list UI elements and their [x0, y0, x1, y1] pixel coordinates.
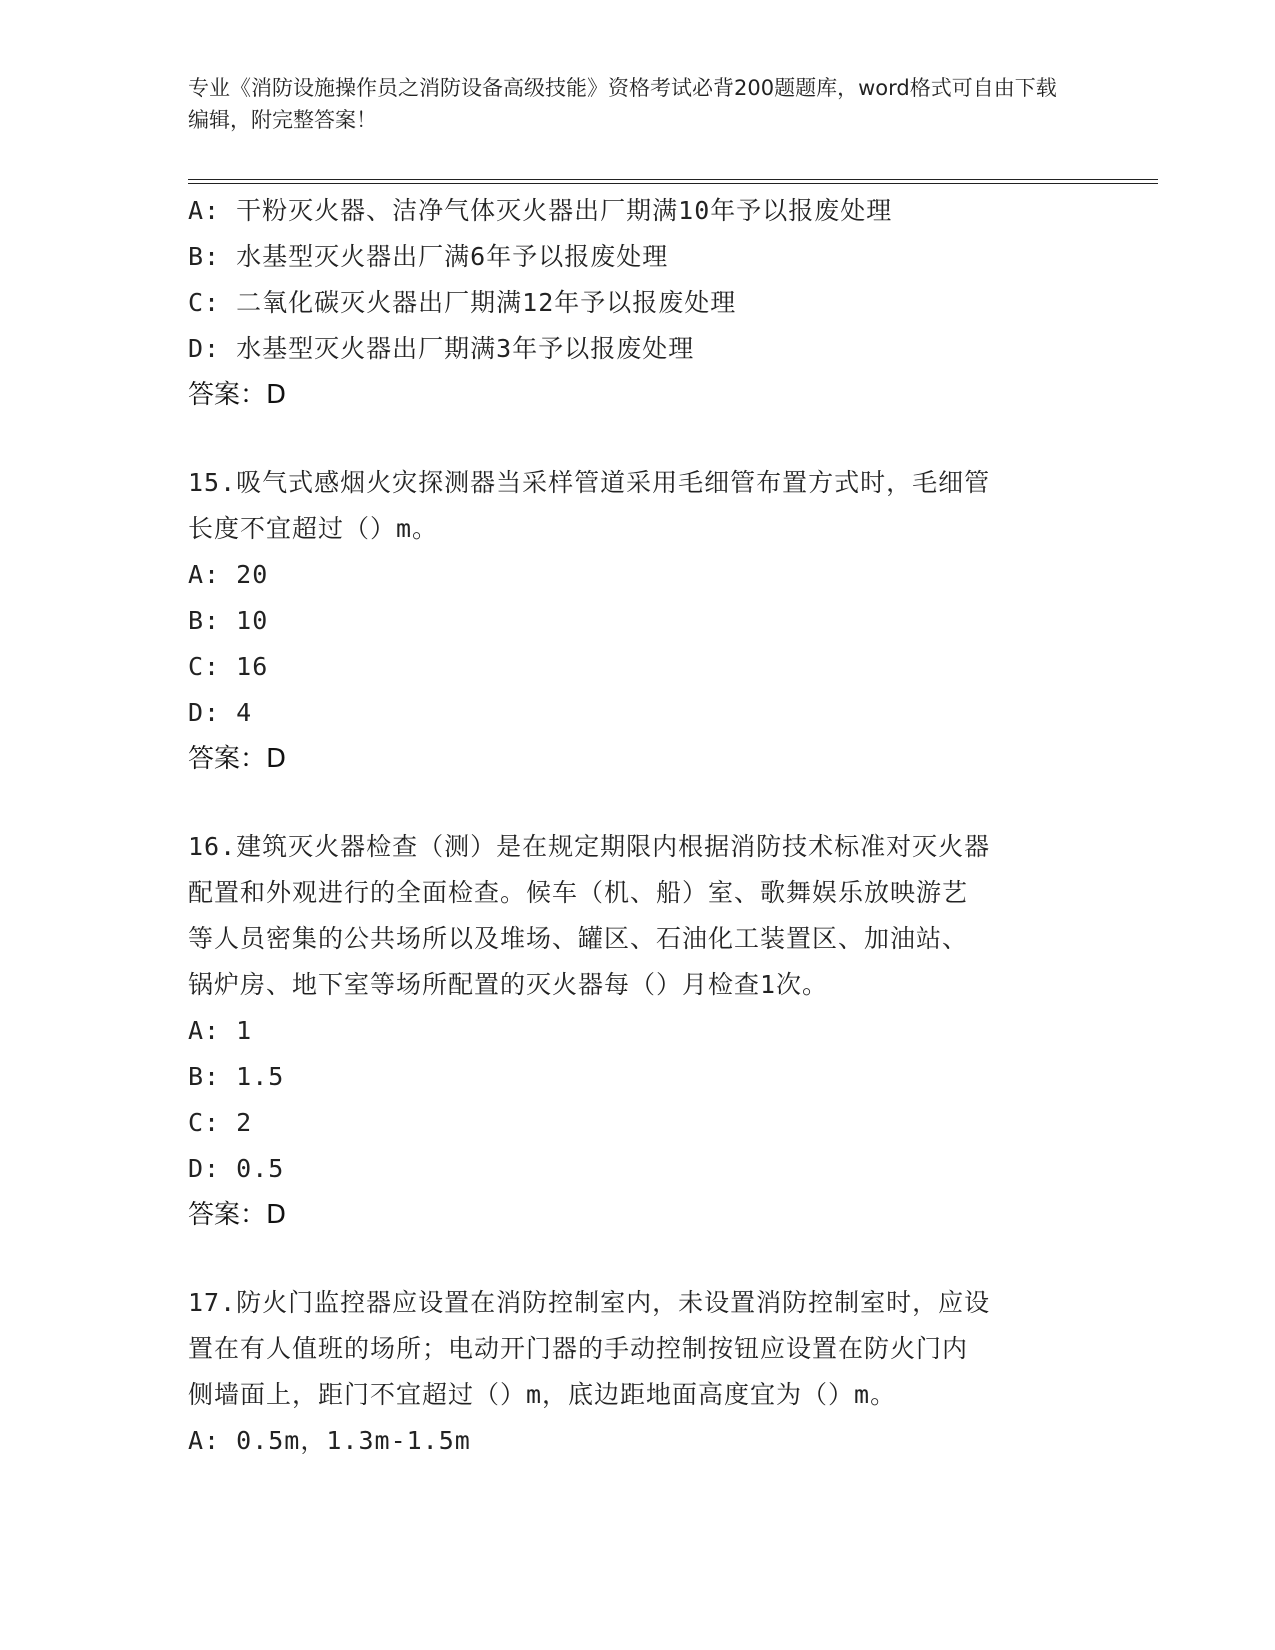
header-divider-bottom — [188, 183, 1158, 184]
question-15 — [188, 460, 1078, 782]
question-16 — [188, 824, 1078, 1238]
spacer — [188, 418, 1078, 460]
option-b: B: 1.5 — [188, 1062, 285, 1091]
question-stem-line: 17.防火门监控器应设置在消防控制室内，未设置消防控制室时，应设 — [188, 1288, 991, 1317]
answer-line: 答案：D — [188, 380, 287, 410]
option-a: A: 1 — [188, 1016, 253, 1045]
question-list — [188, 188, 1078, 1464]
option-a: A: 20 — [188, 560, 269, 589]
question-stem-line: 16.建筑灭火器检查（测）是在规定期限内根据消防技术标准对灭火器 — [188, 832, 991, 861]
question-stem-line: 15.吸气式感烟火灾探测器当采样管道采用毛细管布置方式时，毛细管 — [188, 468, 991, 497]
option-c: C: 二氧化碳灭火器出厂期满12年予以报废处理 — [188, 288, 737, 317]
answer-line: 答案：D — [188, 1200, 287, 1230]
question-stem-line: 长度不宜超过（）m。 — [188, 514, 439, 543]
question-stem-line: 侧墙面上，距门不宜超过（）m，底边距地面高度宜为（）m。 — [188, 1380, 897, 1409]
question-14 — [188, 188, 1078, 418]
option-b: B: 水基型灭火器出厂满6年予以报废处理 — [188, 242, 669, 271]
spacer — [188, 1238, 1078, 1280]
option-a: A: 干粉灭火器、洁净气体灭火器出厂期满10年予以报废处理 — [188, 196, 893, 225]
option-b: B: 10 — [188, 606, 269, 635]
question-stem-line: 等人员密集的公共场所以及堆场、罐区、石油化工装置区、加油站、 — [188, 924, 969, 953]
document-intro: 专业《消防设施操作员之消防设备高级技能》资格考试必背200题题库，word格式可自由下载编辑，附完整答案！ — [188, 76, 1057, 132]
question-stem-line: 置在有人值班的场所；电动开门器的手动控制按钮应设置在防火门内 — [188, 1334, 969, 1363]
question-stem-line: 配置和外观进行的全面检查。候车（机、船）室、歌舞娱乐放映游艺 — [188, 878, 969, 907]
question-17 — [188, 1280, 1078, 1464]
spacer — [188, 782, 1078, 824]
option-d: D: 4 — [188, 698, 253, 727]
question-stem-line: 锅炉房、地下室等场所配置的灭火器每（）月检查1次。 — [188, 970, 829, 999]
option-c: C: 16 — [188, 652, 269, 681]
answer-line: 答案：D — [188, 744, 287, 774]
option-d: D: 0.5 — [188, 1154, 285, 1183]
header-divider-top — [188, 179, 1158, 180]
option-d: D: 水基型灭火器出厂期满3年予以报废处理 — [188, 334, 695, 363]
option-a: A: 0.5m，1.3m-1.5m — [188, 1426, 471, 1455]
option-c: C: 2 — [188, 1108, 253, 1137]
